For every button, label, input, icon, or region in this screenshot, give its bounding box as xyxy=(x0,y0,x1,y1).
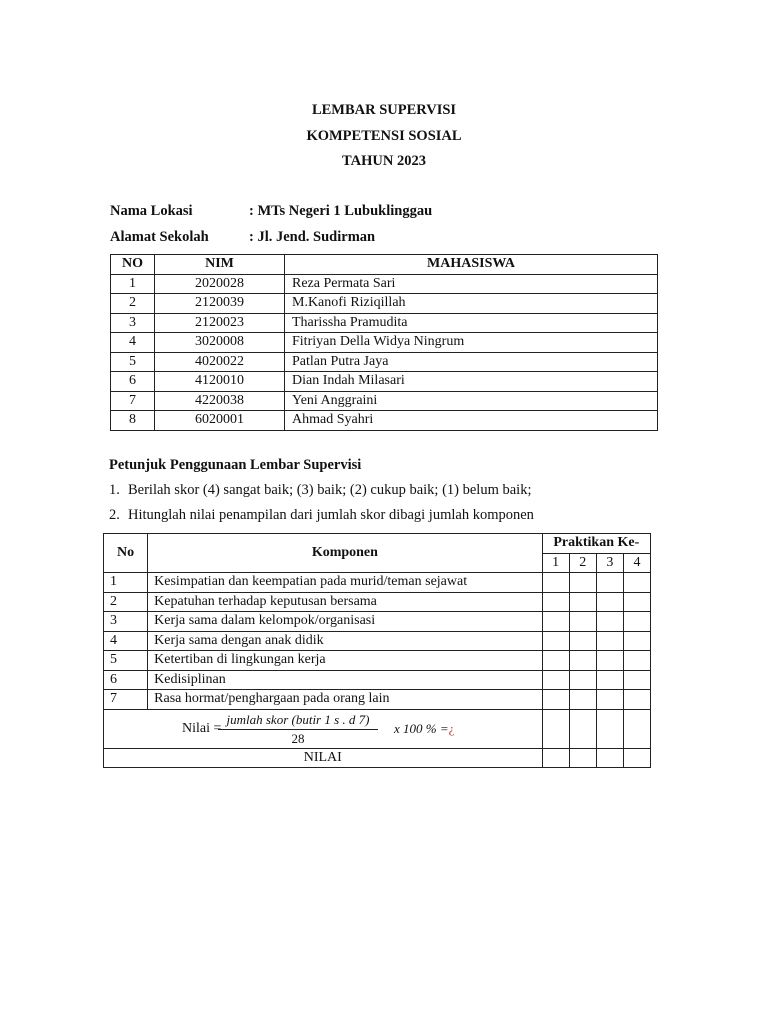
col-no: NO xyxy=(111,255,155,275)
component-text: Kedisiplinan xyxy=(148,670,542,690)
col-mahasiswa: MAHASISWA xyxy=(285,255,658,275)
student-name: Dian Indah Milasari xyxy=(285,372,658,392)
component-row xyxy=(104,670,651,690)
col-praktikan: Praktikan Ke- xyxy=(542,534,650,554)
component-no: 2 xyxy=(104,592,148,612)
student-name: Patlan Putra Jaya xyxy=(285,352,658,372)
formula-tail: ¿ xyxy=(448,720,455,736)
score-cell[interactable] xyxy=(623,709,650,748)
formula-row xyxy=(104,709,651,748)
student-row xyxy=(111,313,658,333)
component-row xyxy=(104,573,651,593)
score-cell[interactable] xyxy=(596,651,623,671)
score-cell[interactable] xyxy=(542,631,569,651)
praktikan-4: 4 xyxy=(623,553,650,573)
component-row xyxy=(104,651,651,671)
component-no: 1 xyxy=(104,573,148,593)
components-table xyxy=(103,533,651,768)
students-table xyxy=(110,254,658,431)
score-cell[interactable] xyxy=(542,670,569,690)
formula-fraction xyxy=(218,712,378,748)
student-row xyxy=(111,352,658,372)
score-cell[interactable] xyxy=(542,709,569,748)
col-no: No xyxy=(104,534,148,573)
score-cell[interactable] xyxy=(623,748,650,768)
student-name: Reza Permata Sari xyxy=(285,274,658,294)
formula-denominator: 28 xyxy=(291,730,305,746)
praktikan-3: 3 xyxy=(596,553,623,573)
component-row xyxy=(104,690,651,710)
score-cell[interactable] xyxy=(596,573,623,593)
instruction-item xyxy=(109,507,534,524)
formula-label: Nilai = xyxy=(182,720,222,736)
component-no: 3 xyxy=(104,612,148,632)
praktikan-1: 1 xyxy=(542,553,569,573)
document-subtitle: KOMPETENSI SOSIAL xyxy=(306,128,462,144)
score-cell[interactable] xyxy=(596,709,623,748)
score-cell[interactable] xyxy=(596,612,623,632)
score-cell[interactable] xyxy=(596,748,623,768)
student-no: 2 xyxy=(111,294,155,314)
component-row xyxy=(104,592,651,612)
student-nim: 4220038 xyxy=(155,391,285,411)
student-name: Fitriyan Della Widya Ningrum xyxy=(285,333,658,353)
col-komponen: Komponen xyxy=(148,534,542,573)
student-name: M.Kanofi Riziqillah xyxy=(285,294,658,314)
student-row xyxy=(111,411,658,431)
component-text: Kerja sama dalam kelompok/organisasi xyxy=(148,612,542,632)
instruction-text: Hitunglah nilai penampilan dari jumlah skor dibagi jumlah komponen xyxy=(128,507,534,523)
score-cell[interactable] xyxy=(596,631,623,651)
formula-suffix xyxy=(394,720,454,739)
score-cell[interactable] xyxy=(542,748,569,768)
score-cell[interactable] xyxy=(542,612,569,632)
score-cell[interactable] xyxy=(569,612,596,632)
praktikan-2: 2 xyxy=(569,553,596,573)
score-cell[interactable] xyxy=(569,690,596,710)
score-cell[interactable] xyxy=(623,592,650,612)
formula-numerator: jumlah skor (butir 1 s . d 7) xyxy=(218,712,378,730)
nilai-row xyxy=(104,748,651,768)
student-no: 4 xyxy=(111,333,155,353)
address-row xyxy=(110,229,375,246)
score-cell[interactable] xyxy=(623,670,650,690)
student-no: 1 xyxy=(111,274,155,294)
nilai-label: NILAI xyxy=(104,748,543,768)
component-no: 5 xyxy=(104,651,148,671)
student-nim: 2020028 xyxy=(155,274,285,294)
student-no: 3 xyxy=(111,313,155,333)
score-cell[interactable] xyxy=(542,651,569,671)
score-cell[interactable] xyxy=(569,670,596,690)
student-no: 7 xyxy=(111,391,155,411)
component-row xyxy=(104,631,651,651)
instruction-number: 1. xyxy=(109,482,120,498)
address-value: : Jl. Jend. Sudirman xyxy=(249,229,376,245)
address-label: Alamat Sekolah xyxy=(110,229,209,245)
students-header-row xyxy=(111,255,658,275)
document-title: LEMBAR SUPERVISI xyxy=(311,102,457,118)
score-cell[interactable] xyxy=(542,573,569,593)
component-no: 7 xyxy=(104,690,148,710)
instructions-title: Petunjuk Penggunaan Lembar Supervisi xyxy=(109,457,362,473)
student-row xyxy=(111,274,658,294)
student-name: Yeni Anggraini xyxy=(285,391,658,411)
student-nim: 6020001 xyxy=(155,411,285,431)
student-name: Tharissha Pramudita xyxy=(285,313,658,333)
component-row xyxy=(104,612,651,632)
student-row xyxy=(111,391,658,411)
score-cell[interactable] xyxy=(623,612,650,632)
score-cell[interactable] xyxy=(596,670,623,690)
student-nim: 3020008 xyxy=(155,333,285,353)
formula-multiplier: x 100 % = xyxy=(394,720,449,736)
location-row xyxy=(110,203,432,220)
score-cell[interactable] xyxy=(569,748,596,768)
component-text: Rasa hormat/penghargaan pada orang lain xyxy=(148,690,542,710)
component-no: 4 xyxy=(104,631,148,651)
score-cell[interactable] xyxy=(569,573,596,593)
instruction-item xyxy=(109,482,531,499)
component-text: Kepatuhan terhadap keputusan bersama xyxy=(148,592,542,612)
score-cell[interactable] xyxy=(623,651,650,671)
score-cell[interactable] xyxy=(623,631,650,651)
score-cell[interactable] xyxy=(569,651,596,671)
instruction-number: 2. xyxy=(109,507,120,523)
score-cell[interactable] xyxy=(542,690,569,710)
student-no: 6 xyxy=(111,372,155,392)
student-row xyxy=(111,294,658,314)
student-nim: 2120023 xyxy=(155,313,285,333)
component-text: Kerja sama dengan anak didik xyxy=(148,631,542,651)
component-text: Ketertiban di lingkungan kerja xyxy=(148,651,542,671)
location-label: Nama Lokasi xyxy=(110,203,193,219)
student-nim: 4120010 xyxy=(155,372,285,392)
score-cell[interactable] xyxy=(623,573,650,593)
score-cell[interactable] xyxy=(569,709,596,748)
component-no: 6 xyxy=(104,670,148,690)
score-cell[interactable] xyxy=(623,690,650,710)
components-header-row xyxy=(104,534,651,554)
col-nim: NIM xyxy=(155,255,285,275)
instruction-text: Berilah skor (4) sangat baik; (3) baik; (2) cukup baik; (1) belum baik; xyxy=(128,482,532,498)
location-value: : MTs Negeri 1 Lubuklinggau xyxy=(249,203,433,219)
score-cell[interactable] xyxy=(569,631,596,651)
student-row xyxy=(111,333,658,353)
component-text: Kesimpatian dan keempatian pada murid/teman sejawat xyxy=(148,573,542,593)
score-cell[interactable] xyxy=(596,592,623,612)
student-no: 8 xyxy=(111,411,155,431)
student-nim: 2120039 xyxy=(155,294,285,314)
score-cell[interactable] xyxy=(569,592,596,612)
document-year: TAHUN 2023 xyxy=(342,153,426,169)
score-formula xyxy=(104,710,542,748)
student-nim: 4020022 xyxy=(155,352,285,372)
score-cell[interactable] xyxy=(542,592,569,612)
student-no: 5 xyxy=(111,352,155,372)
student-row xyxy=(111,372,658,392)
score-cell[interactable] xyxy=(596,690,623,710)
student-name: Ahmad Syahri xyxy=(285,411,658,431)
